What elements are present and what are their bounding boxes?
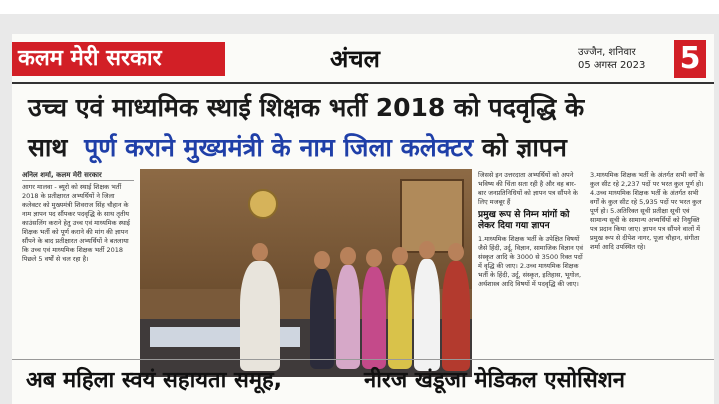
right-column-text: 3.माध्यमिक शिक्षक भर्ती के अंतर्गत सभी वर्गों के कुल सीट रहे 2,237 पदों पर भरत कुल पूर्ण हो। 4.उच्च माध्यमिक शिक्षक भर्ती के अंतर्गत सभी वर्गों के कुल सीट रहे 5,935 पदों पर भरत कुल पूर्ण हो। 5.अतिरिक्त सूची प्रतीक्षा सूची एवं सामान्य सूची के सामान्य अभ्यर्थियों को नियुक्ति पत्र प्रदान किया जाए। ज्ञापन पत्र सौंपने वालों में प्रमुख रूप से दीपेश नागर, पूजा चौहान, संगीता शर्मा आदि उपस्थित रहे।: [590, 171, 705, 251]
person-collector: [240, 261, 280, 371]
middle-column-text-2: 1.माध्यमिक शिक्षक भर्ती के उपेक्षित विषयों जैसे हिंदी, उर्दू, विज्ञान, सामाजिक विज्ञान एवं संस्कृत आदि के 3000 से 3500 रिक्त पदों में वृद्धि की जाए। 2.उच्च माध्यमिक शिक्षक भर्ती के हिंदी, उर्दू, संस्कृत, इतिहास, भूगोल, अर्थशास्त्र आदि विषयों में पदवृद्धि की जाए।: [478, 235, 583, 288]
person: [414, 259, 440, 371]
issue-date: 05 अगस्त 2023: [578, 60, 646, 71]
headline-line-2: [28, 130, 567, 164]
person: [336, 265, 360, 369]
section-title: अंचल: [330, 45, 380, 73]
footer-headline-right: नीरज खंडूजा मेडिकल एसोसिशन: [364, 368, 625, 393]
middle-subhead: प्रमुख रूप से निम्न मांगों को लेकर दिया गया ज्ञापन: [478, 210, 570, 231]
footer-headline-left: अब महिला स्वयं सहायता समूह,: [26, 368, 283, 393]
person-head: [419, 241, 435, 259]
person-head: [314, 251, 330, 269]
person-head: [340, 247, 356, 265]
page-number: 5: [674, 40, 706, 78]
column-name-banner: कलम मेरी सरकार: [12, 42, 225, 76]
top-strip: [0, 0, 719, 14]
middle-column-text-1: जिससे इन उत्तरदाता अभ्यर्थियों को अपने भविष्य की चिंता सता रही है और वह बार-बार जनप्रतिनिधियों को ज्ञापन पत्र सौंपने के लिए मजबूर हैं: [478, 171, 578, 206]
headline-line-2-part-a: साथ: [28, 133, 68, 162]
dateline: [578, 46, 645, 72]
article-middle-column: [478, 171, 584, 357]
emblem-icon: [248, 189, 278, 219]
person: [442, 261, 470, 371]
person: [362, 267, 386, 369]
headline-line-2-part-c: को ज्ञापन: [481, 133, 567, 162]
headline-line-2-highlight: पूर्ण कराने मुख्यमंत्री के नाम जिला कलेक्टर: [84, 133, 474, 162]
person-head: [448, 243, 464, 261]
article-right-column: [590, 171, 708, 357]
photo-shelf: [400, 179, 464, 253]
person: [388, 265, 412, 369]
masthead-rule: [12, 82, 714, 84]
byline: अनिल शर्मा, कलम मेरी सरकार: [22, 171, 134, 181]
person-head: [366, 249, 382, 267]
person-head: [252, 243, 268, 261]
article-left-column: [22, 171, 134, 357]
city-day: उज्जैन, शनिवार: [578, 47, 636, 58]
news-photo: [140, 169, 472, 377]
person-head: [392, 247, 408, 265]
newspaper-page: [12, 34, 714, 404]
left-column-text: आगर मालवा - ब्यूरो को स्थाई शिक्षक भर्ती 2018 के प्रतीक्षारत अभ्यर्थियों ने जिला कलेक्टर को मुख्यमंत्री शिवराज सिंह चौहान के नाम ज्ञापन पद सौंपकर पदवृद्धि के साथ तृतीय काउंसलिंग कराने हेतु उच्च एवं माध्यमिक स्थाई शिक्षक भर्ती को पूर्ण कराने की मांग की ज्ञापन सौंपने के बाद प्रतीक्षारत अभ्यर्थियों ने बतलाया कि उच्च एवं माध्यमिक शिक्षक भर्ती 2018 पिछले 5 वर्षों से चल रहा है।: [22, 183, 130, 263]
headline-line-1: उच्च एवं माध्यमिक स्थाई शिक्षक भर्ती 2018 को पदवृद्धि के: [28, 93, 585, 122]
footer-rule: [12, 359, 714, 360]
person: [310, 269, 334, 369]
